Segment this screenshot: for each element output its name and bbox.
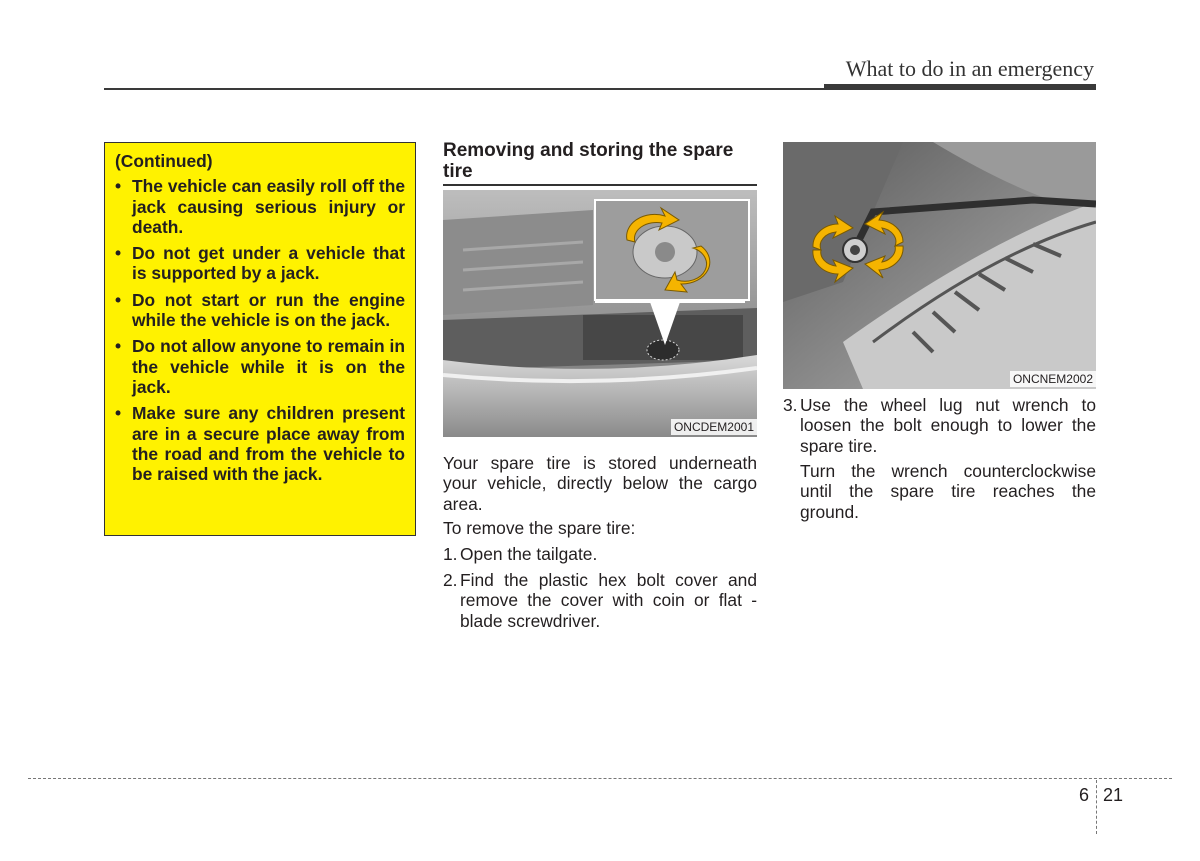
figure-code: ONCDEM2001 <box>671 419 757 435</box>
wrench-figure <box>783 142 1096 389</box>
heading-rule <box>443 184 757 186</box>
step-text: Use the wheel lug nut wrench to loosen the bolt enough to lower the spare tire. <box>800 395 1096 456</box>
step-3 <box>783 395 1096 456</box>
warning-list <box>115 176 405 484</box>
cargo-area-figure <box>443 190 757 437</box>
step-number: 1. <box>443 544 458 564</box>
warning-item: • Do not start or run the engine while the vehicle is on the jack. <box>115 290 405 331</box>
page-number: 21 <box>1103 785 1124 805</box>
warning-box <box>104 142 416 536</box>
step-3-detail: Turn the wrench counterclockwise until the spare tire reaches the ground. <box>800 461 1096 522</box>
step-2 <box>443 570 757 631</box>
cargo-area-illustration <box>443 190 757 437</box>
paragraph-storage: Your spare tire is stored underneath your vehicle, directly below the cargo area. <box>443 453 757 514</box>
chapter-title: What to do in an emergency <box>845 56 1094 81</box>
step-text: Find the plastic hex bolt cover and remove the cover with coin or flat - blade screwdriver. <box>460 570 757 631</box>
step-text: Open the tailgate. <box>460 544 598 564</box>
wrench-illustration <box>783 142 1096 389</box>
paragraph-intro: To remove the spare tire: <box>443 518 636 538</box>
header-rule-accent <box>824 84 1096 90</box>
warning-item: • The vehicle can easily roll off the jack causing serious injury or death. <box>115 176 405 237</box>
warning-item: • Make sure any children present are in a secure place away from the road and from the vehicle to be raised with the jack. <box>115 403 405 484</box>
step-number: 2. <box>443 570 458 590</box>
warning-item: • Do not get under a vehicle that is supported by a jack. <box>115 243 405 284</box>
section-heading: Removing and storing the spare tire <box>443 140 734 182</box>
step-number: 3. <box>783 395 798 415</box>
figure-code: ONCNEM2002 <box>1010 371 1096 387</box>
footer-divider <box>1096 780 1097 834</box>
chapter-number: 6 <box>1079 785 1090 805</box>
step-1 <box>443 544 757 564</box>
warning-item: • Do not allow anyone to remain in the vehicle while it is on the jack. <box>115 336 405 397</box>
warning-continued-label: (Continued) <box>115 151 213 171</box>
footer-rule <box>28 778 1172 779</box>
